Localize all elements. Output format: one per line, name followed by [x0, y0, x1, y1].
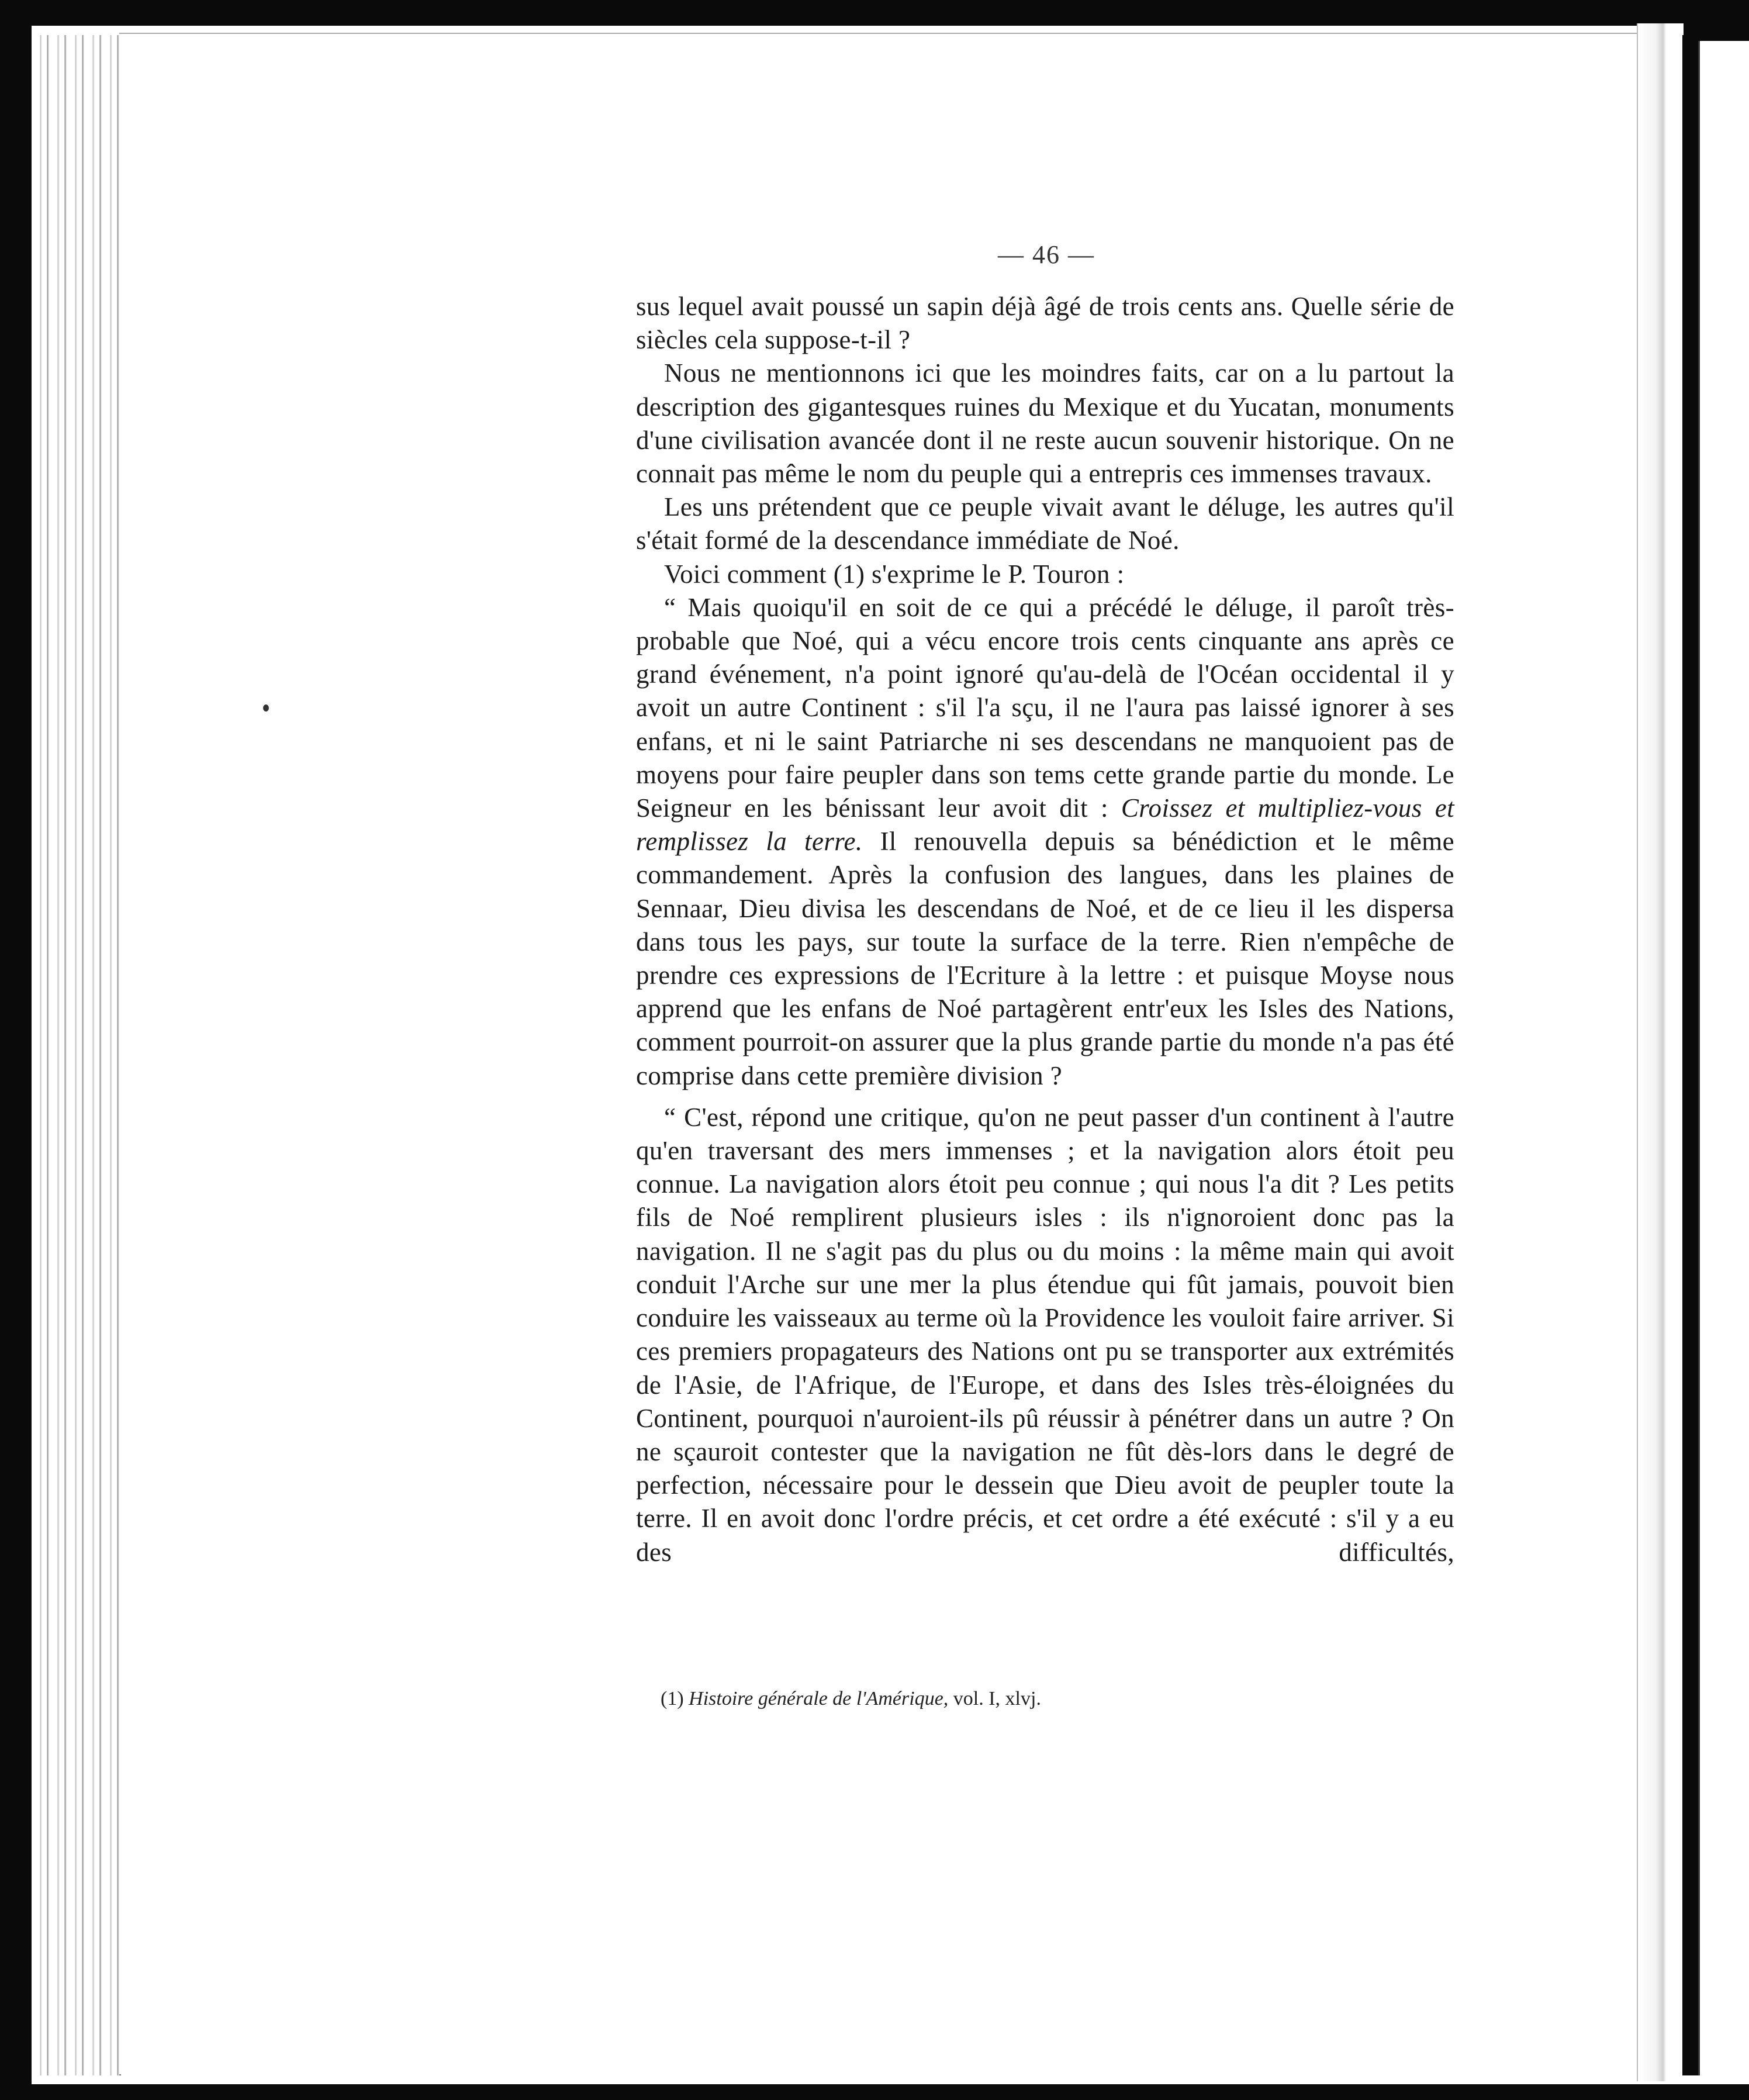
quote-scripture-italic: Croissez et multipliez-vous et remplissez la terre.: [636, 793, 1454, 856]
page-gutter-fold: [1637, 23, 1684, 2081]
footnote-marker: (1): [661, 1688, 684, 1709]
book-page-edges: [32, 35, 121, 2075]
footnote: [661, 1686, 1187, 1712]
footnote-title: Histoire générale de l'Amérique,: [689, 1688, 949, 1709]
quote-text-before: “ Mais quoiqu'il en soit de ce qui a précédé le déluge, il paroît très-probable que Noé, qui a vécu encore trois cents cinquante ans après ce grand événement, n'a point ignoré qu'au-delà de l'Océan occidental il y avoit un autre Continent : s'il l'a sçu, il ne l'aura pas laissé ignorer à ses enfans, et ni le saint Patriarche ni ses descendans ne manquoient pas de moyens pour faire peupler dans son tems cette grande partie du monde. Le Seigneur en les bénissant leur avoit dit :: [636, 592, 1454, 823]
paragraph-4: Voici comment (1) s'exprime le P. Touron :: [664, 559, 1125, 589]
footnote-reference: vol. I, xlvj.: [953, 1688, 1041, 1709]
margin-speck: [263, 704, 269, 711]
paragraph-3: Les uns prétendent que ce peuple vivait avant le déluge, les autres qu'il s'était formé de la descendance immédiate de Noé.: [636, 492, 1454, 555]
paragraph-6-quote: “ C'est, répond une critique, qu'on ne peut passer d'un continent à l'autre qu'en traversant des mers immenses ; et la navigation alors étoit peu connue. La navigation alors étoit peu connue ; qui nous l'a dit ? Les petits fils de Noé remplirent plusieurs isles : ils n'ignoroient donc pas la navigation. Il ne s'agit pas du plus ou du moins : la même main qui avoit conduit l'Arche sur une mer la plus étendue qui fût jamais, pouvoit bien conduire les vaisseaux au terme où la Providence les vouloit faire arriver. Si ces premiers propagateurs des Nations ont pu se transporter aux extrémités de l'Asie, de l'Afrique, de l'Europe, et dans des Isles très-éloignées du Continent, pourquoi n'auroient-ils pû réussir à pénétrer dans un autre ? On ne sçauroit contester que la navigation ne fût dès-lors dans le degré de perfection, nécessaire pour le dessein que Dieu avoit de peupler toute la terre. Il en avoit donc l'ordre précis, et cet ordre a été exécuté : s'il y a eu des difficultés,: [636, 1102, 1454, 1567]
paragraph-5-quote: [636, 591, 1454, 1093]
body-text: [636, 290, 1454, 1569]
paragraph-1: sus lequel avait poussé un sapin déjà âgé de trois cents ans. Quelle série de siècles cela suppose-t-il ?: [636, 292, 1454, 355]
quote-text-after: Il renouvella depuis sa bénédiction et le même commandement. Après la confusion des langues, dans les plaines de Sennaar, Dieu divisa les descendans de Noé, et de ce lieu il les dispersa dans tous les pays, sur toute la surface de la terre. Rien n'empêche de prendre ces expressions de l'Ecriture à la lettre : et puisque Moyse nous apprend que les enfans de Noé partagèrent entr'eux les Isles des Nations, comment pourroit-on assurer que la plus grande partie du monde n'a pas été comprise dans cette première division ?: [636, 827, 1455, 1090]
next-page-edge: [1698, 41, 1749, 2075]
paragraph-2: Nous ne mentionnons ici que les moindres faits, car on a lu partout la description des gigantesques ruines du Mexique et du Yucatan, monuments d'une civilisation avancée dont il ne reste aucun souvenir historique. On ne connait pas même le nom du peuple qui a entrepris ces immenses travaux.: [636, 358, 1454, 489]
scan-border-bottom: [0, 2084, 1749, 2100]
page-number: — 46 —: [998, 240, 1095, 269]
scan-border-left: [0, 0, 32, 2100]
scan-border-top: [0, 0, 1749, 26]
